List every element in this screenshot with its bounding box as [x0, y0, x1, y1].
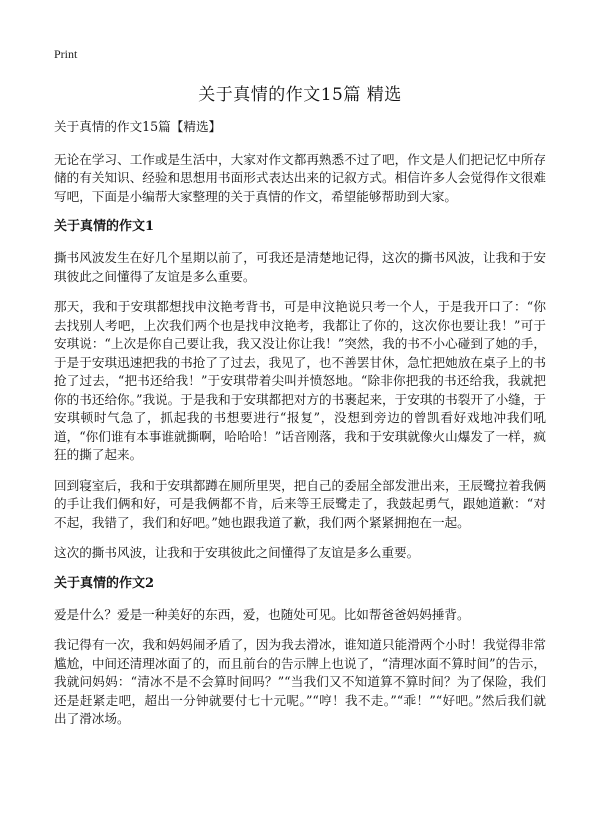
paragraph: 回到寝室后，我和于安琪都蹲在厕所里哭，把自己的委屈全部发泄出来，王辰鹭拉着我俩的手让我们俩和好，可是我俩都不肯，后来等王辰鹭走了，我鼓起勇气，跟她道歉：“对不起，我错了，我们和好吧。”她也跟我道了歉，我们两个紧紧拥抱在一起。: [54, 477, 546, 530]
section-heading: 关于真情的作文1: [54, 219, 155, 234]
document-body: [54, 118, 546, 741]
print-link[interactable]: Print: [54, 47, 78, 61]
paragraph: 撕书风波发生在好几个星期以前了，可我还是清楚地记得，这次的撕书风波，让我和于安琪彼此之间懂得了友谊是多么重要。: [54, 250, 546, 284]
intro-paragraph: 无论在学习、工作或是生活中，大家对作文都再熟悉不过了吧，作文是人们把记忆中所存储的有关知识、经验和思想用书面形式表达出来的记叙方式。相信许多人会觉得作文很难写吧，下面是小编帮大家整理的关于真情的作文，希望能够帮助到大家。: [54, 151, 546, 204]
paragraph: 那天，我和于安琪都想找申汶艳考背书，可是申汶艳说只考一个人，于是我开口了：“你去找别人考吧，上次我们两个也是找申汶艳考，我都让了你的，这次你也要让我！”可于安琪说：“上次是你自己要让我，我又没让你让我！”突然，我的书不小心碰到了她的手，于是于安琪迅速把我的书抢了了过去，我见了，也不善罢甘休，急忙把她放在桌子上的书抢了过去，“把书还给我！”于安琪带着尖叫并愤怒地。“除非你把我的书还给我，我就把你的书还给你。”我说。于是我和于安琪都把对方的书裹起来，于安琪的书裂开了小缝，于安琪顿时气急了，抓起我的书想要进行“报复”，没想到旁边的曾凯看好戏地冲我们吼道，“你们谁有本事谁就撕啊，哈哈哈！”话音刚落，我和于安琪就像火山爆发了一样，疯狂的撕了起来。: [54, 299, 546, 462]
paragraph: 爱是什么？爱是一种美好的东西，爱，也随处可见。比如帮爸爸妈妈捶背。: [54, 606, 470, 622]
page-title: 关于真情的作文15篇 精选: [198, 85, 402, 105]
paragraph: 我记得有一次，我和妈妈闹矛盾了，因为我去滑冰，谁知道只能滑两个小时！我觉得非常尴尬，中间还清理冰面了的，而且前台的告示牌上也说了，“清理冰面不算时间”的告示，我就问妈妈：“清冰不是不会算时间吗？”“当我们又不知道算不算时间？为了保险，我们还是赶紧走吧，超出一分钟就要付七十元呢。”“哼！我不走。”“乖！”“好吧。”然后我们就出了滑冰场。: [54, 637, 546, 726]
paragraph: 这次的撕书风波，让我和于安琪彼此之间懂得了友谊是多么重要。: [54, 545, 420, 560]
section-heading: 关于真情的作文2: [54, 575, 155, 591]
document-subtitle: 关于真情的作文15篇【精选】: [54, 119, 222, 134]
